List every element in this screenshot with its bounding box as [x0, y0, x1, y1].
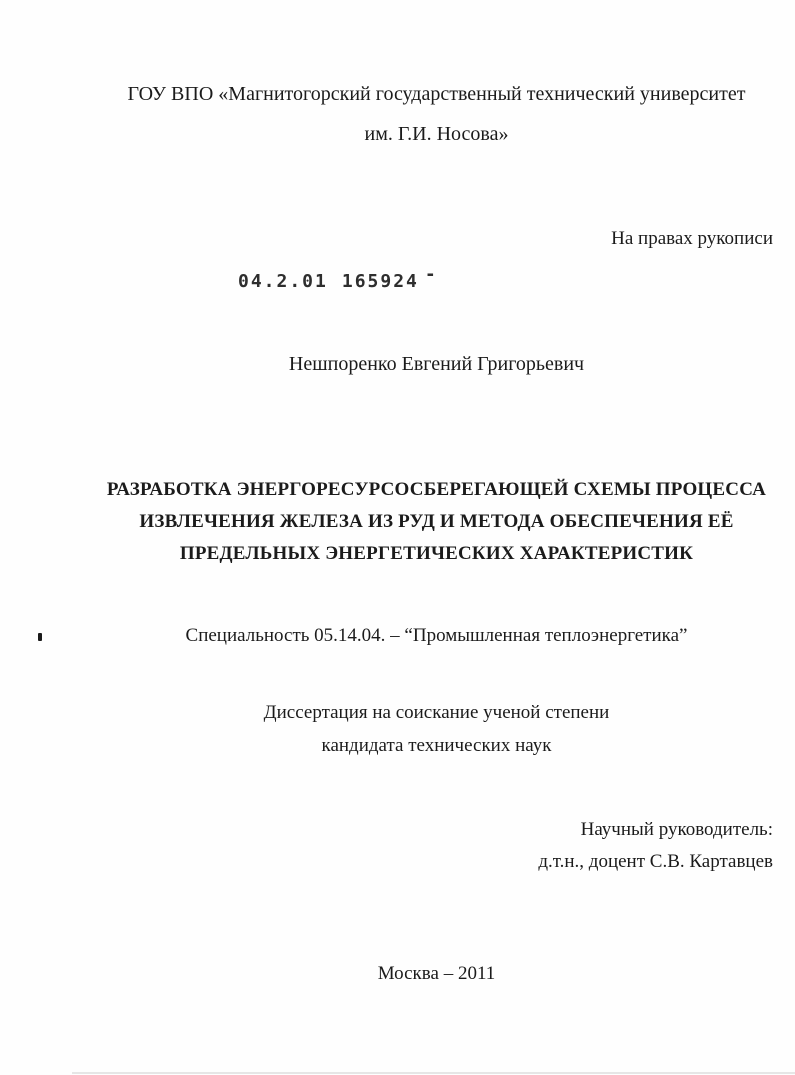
- accession-stamp-mark: -: [424, 264, 438, 285]
- supervisor-block: [100, 814, 773, 878]
- dissertation-title-line-3: ПРЕДЕЛЬНЫХ ЭНЕРГЕТИЧЕСКИХ ХАРАКТЕРИСТИК: [179, 543, 694, 564]
- ink-speck: [38, 633, 42, 641]
- city-and-year: Москва – 2011: [377, 963, 496, 984]
- supervisor-label: Научный руководитель:: [580, 819, 773, 840]
- accession-stamp: [238, 264, 438, 292]
- manuscript-rights-note: На правах рукописи: [611, 228, 773, 249]
- organization-line-1: ГОУ ВПО «Магнитогорский государственный технический университет: [127, 83, 746, 105]
- author-name: Нешпоренко Евгений Григорьевич: [288, 353, 585, 375]
- degree-statement: [100, 696, 773, 762]
- dissertation-title: [100, 474, 773, 570]
- scan-edge-bottom: [72, 1072, 795, 1074]
- accession-stamp-code: 04.2.01: [238, 271, 328, 292]
- organization-header: [100, 74, 773, 154]
- supervisor-name: д.т.н., доцент С.В. Картавцев: [538, 851, 773, 872]
- organization-line-2: им. Г.И. Носова»: [364, 123, 509, 145]
- degree-statement-line-2: кандидата технических наук: [321, 735, 552, 756]
- specialty-line: Специальность 05.14.04. – “Промышленная теплоэнергетика”: [185, 625, 688, 646]
- accession-stamp-number: 165924: [341, 271, 419, 292]
- dissertation-title-line-1: РАЗРАБОТКА ЭНЕРГОРЕСУРСОСБЕРЕГАЮЩЕЙ СХЕМЫ ПРОЦЕССА: [106, 479, 767, 500]
- dissertation-title-line-2: ИЗВЛЕЧЕНИЯ ЖЕЛЕЗА ИЗ РУД И МЕТОДА ОБЕСПЕЧЕНИЯ ЕЁ: [139, 511, 734, 532]
- degree-statement-line-1: Диссертация на соискание ученой степени: [263, 702, 610, 723]
